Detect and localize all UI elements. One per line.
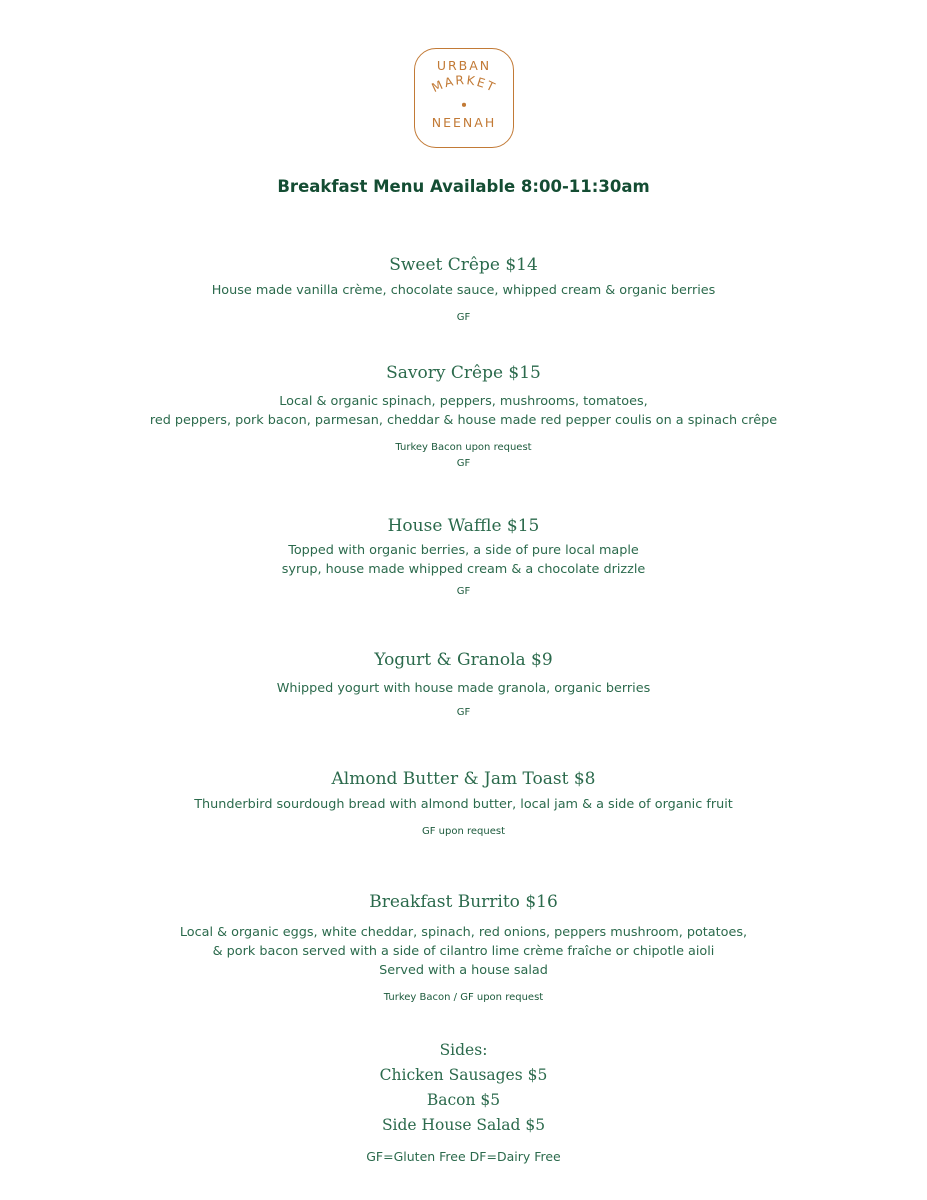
item-description: & pork bacon served with a side of cilantro lime crème fraîche or chipotle aioli (212, 944, 715, 959)
logo-market-text: MARKET (429, 73, 499, 96)
item-description: Local & organic spinach, peppers, mushrooms, tomatoes, (279, 394, 648, 409)
item-title: Sweet Crêpe $14 (389, 255, 538, 275)
svg-text:MARKET (430, 73, 499, 95)
item-description: Topped with organic berries, a side of pure local maple (288, 543, 639, 558)
item-description: red peppers, pork bacon, parmesan, cheddar & house made red pepper coulis on a spinach crêpe (149, 413, 778, 428)
dietary-legend: GF=Gluten Free DF=Dairy Free (366, 1149, 561, 1164)
sides-heading: Sides: (439, 1041, 488, 1059)
logo-neenah-text: NEENAH (431, 115, 497, 130)
item-description: Thunderbird sourdough bread with almond butter, local jam & a side of organic fruit (194, 797, 733, 812)
side-item: Side House Salad $5 (381, 1116, 546, 1134)
item-title: Yogurt & Granola $9 (374, 650, 553, 670)
item-description: syrup, house made whipped cream & a chocolate drizzle (281, 562, 646, 577)
menu-header: Breakfast Menu Available 8:00-11:30am (277, 177, 650, 196)
side-item: Chicken Sausages $5 (379, 1066, 548, 1084)
item-note: GF upon request (421, 826, 505, 837)
item-title: Savory Crêpe $15 (386, 363, 541, 383)
item-note: Turkey Bacon / GF upon request (383, 992, 544, 1003)
logo-urban-text: URBAN (436, 58, 492, 73)
item-note: GF (456, 458, 471, 469)
item-description: Local & organic eggs, white cheddar, spinach, red onions, peppers mushroom, potatoes, (179, 925, 748, 940)
item-note: Turkey Bacon upon request (395, 442, 532, 453)
side-item: Bacon $5 (426, 1091, 501, 1109)
item-title: House Waffle $15 (387, 516, 540, 536)
item-note: GF (456, 586, 471, 597)
urban-market-logo (414, 48, 514, 148)
item-description: Served with a house salad (379, 963, 548, 978)
item-title: Almond Butter & Jam Toast $8 (331, 769, 596, 789)
item-title: Breakfast Burrito $16 (369, 892, 558, 912)
item-description: Whipped yogurt with house made granola, organic berries (276, 681, 651, 696)
logo-dot (462, 103, 466, 107)
item-description: House made vanilla crème, chocolate sauce, whipped cream & organic berries (211, 283, 716, 298)
item-note: GF (456, 312, 471, 323)
item-note: GF (456, 707, 471, 718)
